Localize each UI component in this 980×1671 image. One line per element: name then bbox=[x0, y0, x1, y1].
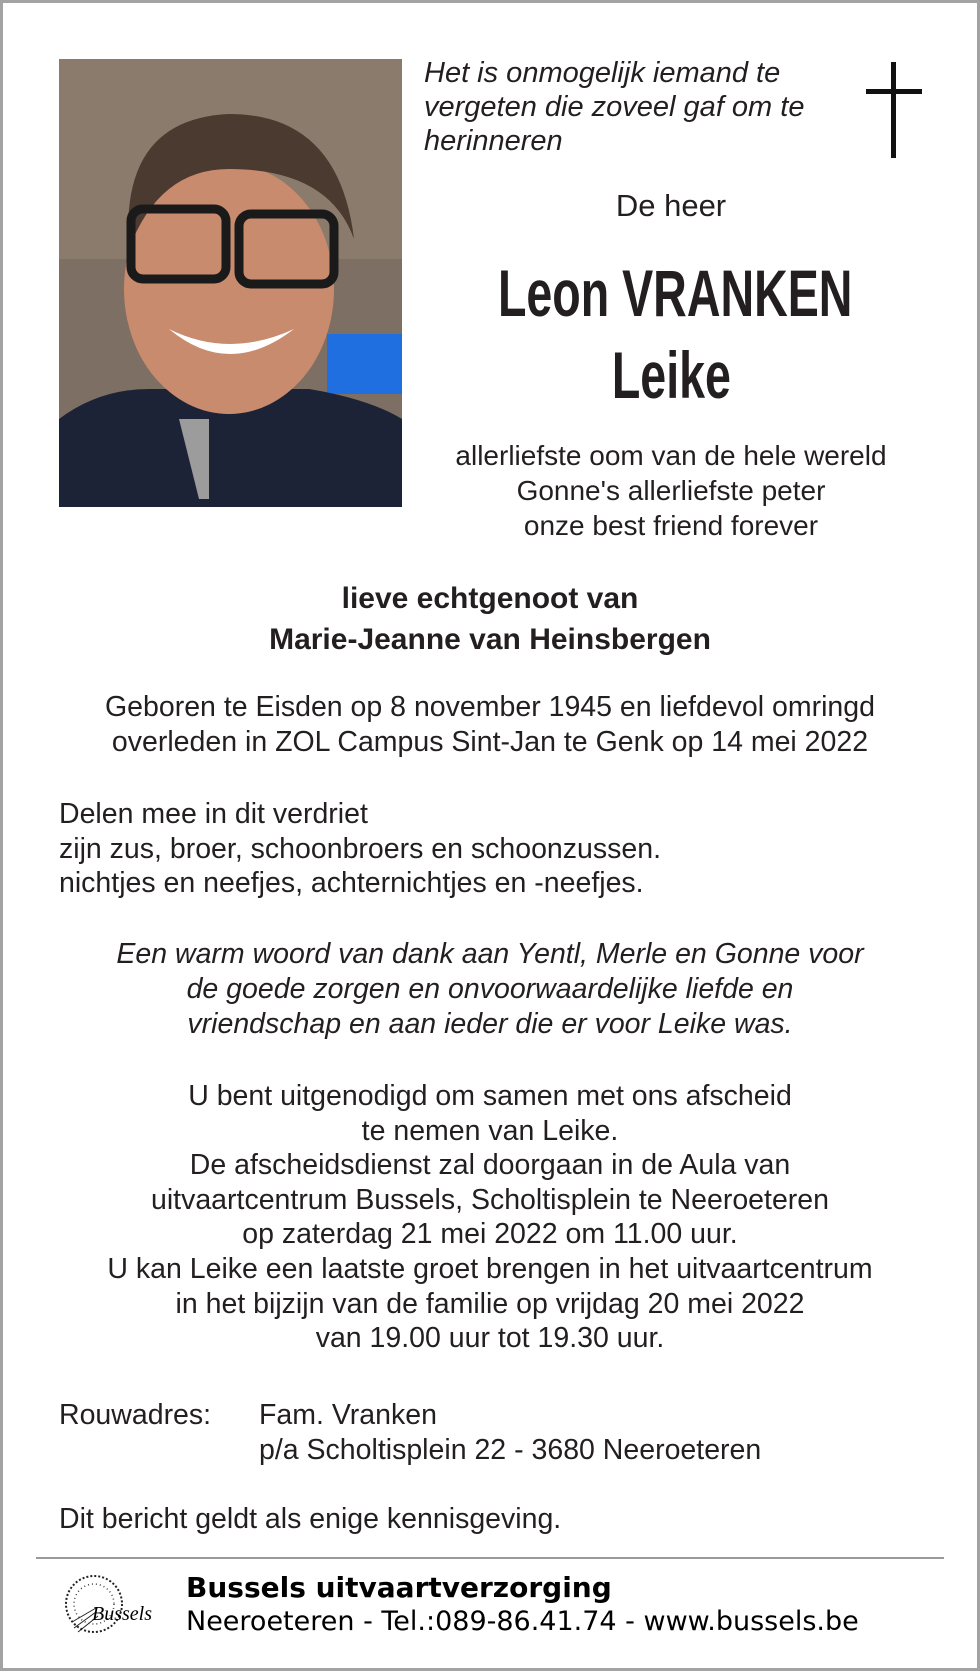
subtitle-line: Gonne's allerliefste peter bbox=[516, 475, 826, 506]
quote-line: Het is onmogelijk iemand te bbox=[424, 57, 781, 89]
invitation-line: in het bijzijn van de familie op vrijdag 20 mei 2022 bbox=[175, 1287, 805, 1320]
portrait-photo bbox=[59, 59, 402, 507]
family-line: nichtjes en neefjes, achternichtjes en -neefjes. bbox=[59, 867, 644, 899]
quote-line: herinneren bbox=[424, 125, 563, 157]
born-line: Geboren te Eisden op 8 november 1945 en liefdevol omringd bbox=[104, 691, 875, 723]
quote-line: vergeten die zoveel gaf om te bbox=[424, 91, 805, 123]
invitation-line: U bent uitgenodigd om samen met ons afscheid bbox=[188, 1080, 792, 1112]
born-line: overleden in ZOL Campus Sint-Jan te Genk op 14 mei 2022 bbox=[111, 726, 869, 758]
company-name: Bussels uitvaartverzorging bbox=[186, 1571, 612, 1604]
invitation-line: te nemen van Leike. bbox=[361, 1114, 619, 1147]
cross-icon bbox=[866, 62, 922, 158]
family-list bbox=[59, 797, 661, 901]
invitation-line: U kan Leike een laatste groet brengen in het uitvaartcentrum bbox=[107, 1252, 873, 1285]
family-line: Delen mee in dit verdriet bbox=[59, 798, 368, 830]
subtitle bbox=[404, 438, 938, 543]
birth-death-info bbox=[0, 690, 980, 760]
notice-text: Dit bericht geldt als enige kennisgeving. bbox=[59, 1503, 562, 1535]
memorial-quote bbox=[424, 56, 844, 158]
subtitle-line: allerliefste oom van de hele wereld bbox=[455, 440, 887, 471]
spouse-line: lieve echtgenoot van bbox=[341, 582, 639, 615]
nickname: Leike bbox=[611, 338, 731, 412]
thanks-line: de goede zorgen en onvoorwaardelijke liefde en bbox=[186, 973, 794, 1005]
spouse-line: Marie-Jeanne van Heinsbergen bbox=[269, 623, 711, 656]
invitation-line: op zaterdag 21 mei 2022 om 11.00 uur. bbox=[242, 1218, 738, 1251]
invitation-line: uitvaartcentrum Bussels, Scholtisplein te Neeroeteren bbox=[150, 1183, 829, 1216]
full-name: Leon VRANKEN bbox=[497, 256, 853, 330]
salutation: De heer bbox=[615, 188, 727, 223]
address-label: Rouwadres: bbox=[59, 1399, 212, 1431]
thanks-line: vriendschap en aan ieder die er voor Leike was. bbox=[187, 1008, 793, 1040]
address-line: Fam. Vranken bbox=[259, 1399, 437, 1431]
svg-text:Bussels: Bussels bbox=[92, 1603, 152, 1625]
invitation-line: van 19.00 uur tot 19.30 uur. bbox=[315, 1322, 665, 1355]
company-contact: Neeroeteren - Tel.:089-86.41.74 - www.bussels.be bbox=[186, 1606, 859, 1637]
invitation bbox=[0, 1079, 980, 1356]
address-line: p/a Scholtisplein 22 - 3680 Neeroeteren bbox=[259, 1433, 762, 1466]
deceased-name bbox=[424, 252, 918, 416]
subtitle-line: onze best friend forever bbox=[523, 510, 819, 541]
family-line: zijn zus, broer, schoonbroers en schoonzussen. bbox=[59, 832, 662, 865]
invitation-line: De afscheidsdienst zal doorgaan in de Aula van bbox=[189, 1149, 791, 1182]
thanks-message bbox=[0, 937, 980, 1042]
spouse bbox=[0, 578, 980, 660]
thanks-line: Een warm woord van dank aan Yentl, Merle en Gonne voor bbox=[116, 938, 864, 970]
footer-divider bbox=[36, 1557, 944, 1559]
bussels-logo bbox=[62, 1572, 172, 1640]
